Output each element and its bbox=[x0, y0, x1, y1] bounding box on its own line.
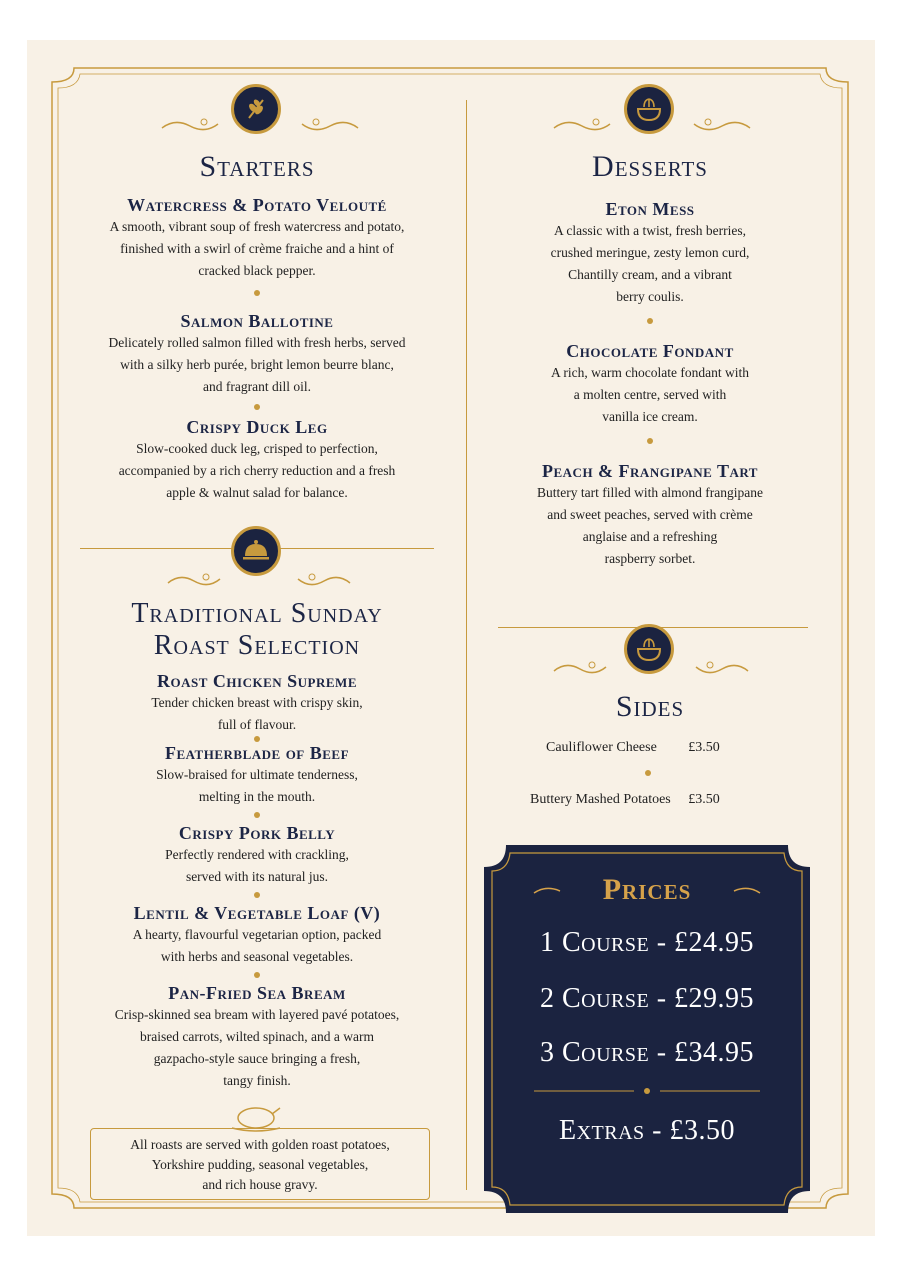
flourish-right bbox=[300, 116, 360, 134]
dish-name: Lentil & Vegetable Loaf (V) bbox=[133, 903, 381, 923]
dish-desc: Crisp-skinned sea bream with layered pavé potatoes, braised carrots, wilted spinach, and a warm gazpacho-style sauce bringing a fresh, tangy finish. bbox=[114, 1007, 400, 1088]
desserts-title: Desserts bbox=[592, 150, 708, 183]
side-name: Buttery Mashed Potatoes bbox=[530, 792, 671, 807]
starters-section bbox=[80, 150, 434, 504]
dish-name: Chocolate Fondant bbox=[566, 341, 734, 361]
side-item bbox=[530, 792, 720, 808]
roast-title: Traditional Sunday Roast Selection bbox=[131, 598, 383, 661]
dish-name: Featherblade of Beef bbox=[164, 743, 350, 763]
divider-dot bbox=[254, 892, 260, 898]
divider-dot bbox=[645, 770, 651, 776]
flourish-right bbox=[694, 660, 750, 676]
dish-name: Salmon Ballotine bbox=[180, 311, 334, 331]
divider-dot bbox=[647, 318, 653, 324]
roast-note: All roasts are served with golden roast potatoes, Yorkshire pudding, seasonal vegetables, and rich house gravy. bbox=[90, 1128, 430, 1200]
sides-badge bbox=[624, 624, 674, 674]
dish-name: Peach & Frangipane Tart bbox=[542, 461, 758, 481]
dish-name: Eton Mess bbox=[605, 199, 695, 219]
dish-name: Crispy Pork Belly bbox=[178, 823, 336, 843]
dish-name: Pan-Fried Sea Bream bbox=[168, 983, 346, 1003]
dish-name: Roast Chicken Supreme bbox=[157, 671, 357, 691]
divider-dot bbox=[647, 438, 653, 444]
dish-desc: A smooth, vibrant soup of fresh watercress and potato, finished with a swirl of crème fraiche and a hint of cracked black pepper. bbox=[109, 219, 405, 278]
side-price: £3.50 bbox=[688, 740, 720, 755]
leaf-icon bbox=[243, 96, 269, 122]
flourish-left bbox=[552, 660, 608, 676]
side-item bbox=[546, 740, 720, 756]
dish-desc: Perfectly rendered with crackling, served with its natural jus. bbox=[165, 847, 349, 884]
flourish-left bbox=[160, 116, 220, 134]
sides-title: Sides bbox=[615, 690, 685, 723]
roast-section bbox=[80, 598, 434, 1092]
desserts-badge bbox=[624, 84, 674, 134]
dish-desc: A classic with a twist, fresh berries, crushed meringue, zesty lemon curd, Chantilly cream, and a vibrant berry coulis. bbox=[550, 223, 750, 304]
divider-dot bbox=[254, 404, 260, 410]
flourish-left bbox=[552, 116, 612, 134]
flourish-right bbox=[692, 116, 752, 134]
roast-badge bbox=[231, 526, 281, 576]
price-line: 3 Course - £34.95 bbox=[539, 1037, 755, 1068]
dish-desc: Buttery tart filled with almond frangipane and sweet peaches, served with crème anglaise and a refreshing raspberry sorbet. bbox=[536, 485, 764, 566]
side-price: £3.50 bbox=[688, 792, 720, 807]
dish-desc: Tender chicken breast with crispy skin, full of flavour. bbox=[151, 695, 363, 732]
desserts-section bbox=[496, 150, 804, 570]
side-name: Cauliflower Cheese bbox=[546, 740, 657, 755]
dish-desc: A rich, warm chocolate fondant with a molten centre, served with vanilla ice cream. bbox=[551, 365, 749, 424]
bowl-icon bbox=[635, 96, 663, 122]
divider-dot bbox=[254, 972, 260, 978]
dish-desc: Slow-cooked duck leg, crisped to perfection, accompanied by a rich cherry reduction and a fresh apple & walnut salad for balance. bbox=[118, 441, 396, 500]
dish-name: Watercress & Potato Velouté bbox=[127, 195, 387, 215]
bowl-icon bbox=[635, 636, 663, 662]
divider-dot bbox=[254, 290, 260, 296]
price-line: 2 Course - £29.95 bbox=[539, 983, 755, 1014]
flourish-left bbox=[166, 572, 222, 588]
starters-title: Starters bbox=[199, 150, 315, 183]
flourish-right bbox=[296, 572, 352, 588]
dish-desc: A hearty, flavourful vegetarian option, packed with herbs and seasonal vegetables. bbox=[132, 927, 382, 964]
starters-badge bbox=[231, 84, 281, 134]
prices-panel bbox=[484, 845, 810, 1213]
prices-title: Prices bbox=[602, 873, 692, 906]
divider-dot bbox=[254, 812, 260, 818]
dish-desc: Delicately rolled salmon filled with fresh herbs, served with a silky herb purée, bright lemon beurre blanc, and fragrant dill oil. bbox=[108, 335, 406, 394]
column-divider bbox=[466, 100, 467, 1190]
price-line: 1 Course - £24.95 bbox=[539, 927, 755, 958]
cloche-icon bbox=[242, 539, 270, 563]
dish-desc: Slow-braised for ultimate tenderness, melting in the mouth. bbox=[156, 767, 358, 804]
extras-line: Extras - £3.50 bbox=[559, 1115, 735, 1146]
dish-name: Crispy Duck Leg bbox=[186, 417, 328, 437]
